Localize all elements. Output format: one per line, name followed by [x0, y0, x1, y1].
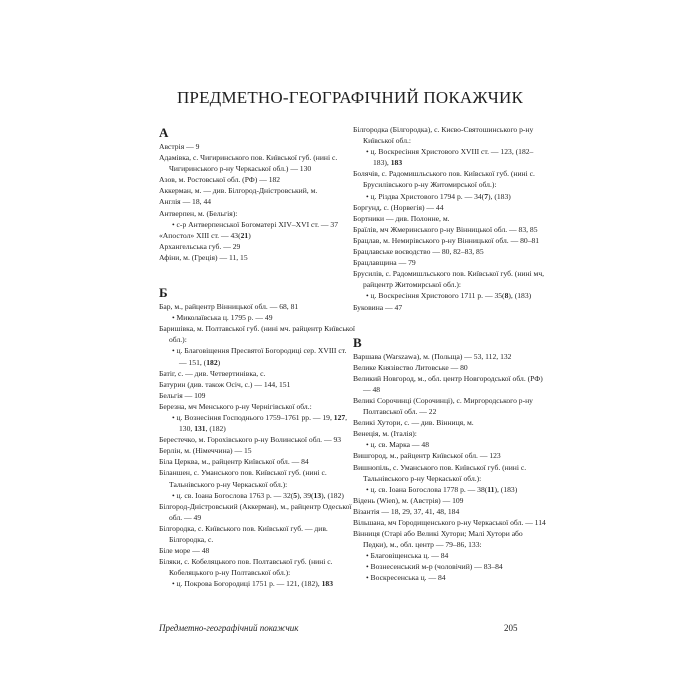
index-entry: Біле море — 48 — [159, 546, 210, 556]
index-column-right — [353, 124, 549, 584]
index-subentry: • ц. св. Марка — 48 — [366, 440, 430, 450]
index-subentry: • с-р Антверпенської Богоматері XIV–XVI ст. — 37 — [172, 219, 339, 229]
index-subentry: • ц. Покрова Богородиці 1751 р. — 121, (182), 183 — [172, 579, 333, 589]
index-entry: Брацлавське воєводство — 80, 82–83, 85 — [353, 247, 484, 257]
index-entry: Білгород-Дністровський (Аккерман), м., райцентр Одеської обл. — 49 — [159, 501, 352, 522]
index-letter-heading: Б — [159, 285, 168, 301]
index-entry: Візантія — 18, 29, 37, 41, 48, 184 — [353, 506, 460, 516]
index-entry: Баришівка, м. Полтавської губ. (нині мч. райцентр Київської обл.): — [159, 324, 355, 345]
index-entry: Болячів, с. Радомишльського пов. Київської губ. (нині с. Брусилівського р-ну Житомирської обл.): — [353, 169, 535, 190]
index-subentry: • ц. Благовіщення Пресвятої Богородиці сер. XVIII ст. — 151, (182) — [172, 346, 347, 367]
index-subentry: • ц. Воскресіння Христового XVIII ст. — 123, (182–183), 183 — [366, 147, 534, 168]
index-entry: Берлін, м. (Німеччина) — 15 — [159, 446, 252, 456]
index-subentry: • ц. св. Іоана Богослова 1763 р. — 32(5), 39(13), (182) — [172, 490, 344, 500]
index-entry: Архангельська губ. — 29 — [159, 241, 241, 251]
index-entry: Бельгія — 109 — [159, 390, 206, 400]
page-title: ПРЕДМЕТНО-ГЕОГРАФІЧНИЙ ПОКАЖЧИК — [176, 88, 524, 107]
index-subentry: • Миколаївська ц. 1795 р. — 49 — [172, 313, 273, 323]
index-entry: Велике Князівство Литовське — 80 — [353, 362, 468, 372]
index-letter-heading: В — [353, 334, 362, 350]
index-entry: Браїлів, мч Жмеринського р-ну Вінницької обл. — 83, 85 — [353, 224, 538, 234]
index-entry: Біланшен, с. Уманського пов. Київської губ. (нині с. Тальнівського р-ну Черкаської обл.): — [159, 468, 327, 489]
index-entry: Аккерман, м. — див. Білгород-Дністровський, м. — [159, 186, 318, 196]
index-entry: Відень (Wien), м. (Австрія) — 109 — [353, 495, 464, 505]
index-entry: Азов, м. Ростовської обл. (РФ) — 182 — [159, 175, 281, 185]
section-gap — [353, 313, 549, 333]
index-entry: Білгородка (Білгородка), с. Києво-Святошинського р-ну Київської обл.: — [353, 125, 534, 146]
index-entry: Великі Сорочинці (Сорочинці), с. Миргородського р-ну Полтавської обл. — 22 — [353, 395, 533, 417]
page-number: 205 — [504, 623, 518, 633]
index-letter-heading: А — [159, 125, 169, 140]
index-column-left — [159, 124, 355, 589]
index-entry: Австрія — 9 — [159, 142, 200, 151]
index-entry: Буковина — 47 — [353, 302, 403, 312]
index-subentry: • Воскресенська ц. — 84 — [366, 573, 446, 583]
index-entry: Бар, м., райцентр Вінницької обл. — 68, 81 — [159, 302, 299, 312]
index-entry: Великі Хутори, с. — див. Вінниця, м. — [353, 418, 474, 428]
index-entry: Варшава (Warszawa), м. (Польща) — 53, 112, 132 — [353, 351, 512, 361]
index-entry: Великий Новгород, м., обл. центр Новгородської обл. (РФ) — 48 — [353, 373, 543, 394]
index-subentry: • ц. Воскресіння Христового 1711 р. — 35(8), (183) — [366, 291, 532, 301]
section-gap — [159, 263, 355, 283]
index-subentry: • Вознесенський м-р (чоловічий) — 83–84 — [366, 562, 503, 572]
index-entry: Вінниця (Старі або Великі Хутори; Малі Хутори або Педки), м., обл. центр — 79–86, 133: — [353, 529, 523, 550]
index-entry: Вишнопіль, с. Уманського пов. Київської губ. (нині с. Тальнівського р-ну Черкаської обл.): — [353, 462, 527, 483]
index-entry: Антверпен, м. (Бельгія): — [159, 208, 238, 218]
index-entry: Біла Церква, м., райцентр Київської обл. — 84 — [159, 457, 309, 467]
index-entry: Батурин (див. також Осіч, с.) — 144, 151 — [159, 379, 291, 389]
index-entry: Бортники — див. Полонне, м. — [353, 213, 450, 223]
running-footer-title: Предметно-географічний покажчик — [159, 623, 299, 633]
index-entry: Брацлав, м. Немирівського р-ну Вінницької обл. — 80–81 — [353, 235, 540, 245]
index-entry: Адамівка, с. Чигиринського пов. Київської губ. (нині с. Чигиринського р-ну Черкаської обл.) — 130 — [159, 153, 338, 174]
index-entry: «Апостол» XIII ст. — 43(21) — [159, 230, 251, 240]
index-entry: Вільшана, мч Городищенського р-ну Черкаської обл. — 114 — [353, 518, 546, 527]
index-subentry: • ц. Вознесіння Господнього 1759–1761 рр. — 19, 127, 130, 131, (182) — [172, 412, 348, 434]
index-entry: Брусилів, с. Радомишльського пов. Київської губ. (нині мч, райцентр Житомирської обл.): — [353, 269, 545, 290]
index-entry: Афіни, м. (Греція) — 11, 15 — [159, 252, 248, 262]
index-entry: Білгородка, с. Київського пов. Київської губ. — див. Білгородка, с. — [159, 523, 328, 544]
index-entry: Берестечко, м. Горохівського р-ну Волинської обл. — 93 — [159, 435, 342, 445]
index-entry: Березна, мч Менського р-ну Чернігівської обл.: — [159, 401, 312, 411]
index-entry: Брацлавщина — 79 — [353, 258, 416, 268]
index-entry: Венеція, м. (Італія): — [353, 429, 417, 439]
index-entry: Біляки, с. Кобеляцького пов. Полтавської губ. (нині с. Кобеляцького р-ну Полтавської обл.): — [159, 557, 333, 578]
index-entry: Боргунд, с. (Норвегія) — 44 — [353, 202, 444, 212]
index-subentry: • Благовіщенська ц. — 84 — [366, 551, 449, 561]
index-subentry: • ц. св. Іоана Богослова 1778 р. — 38(11), (183) — [366, 484, 518, 494]
index-subentry: • ц. Різдва Христового 1794 р. — 34(7), (183) — [366, 191, 511, 201]
index-entry: Англія — 18, 44 — [159, 197, 212, 207]
index-entry: Вишгород, м., райцентр Київської обл. — 123 — [353, 451, 501, 461]
index-entry: Батіг, с. — див. Четвертинівка, с. — [159, 368, 266, 378]
